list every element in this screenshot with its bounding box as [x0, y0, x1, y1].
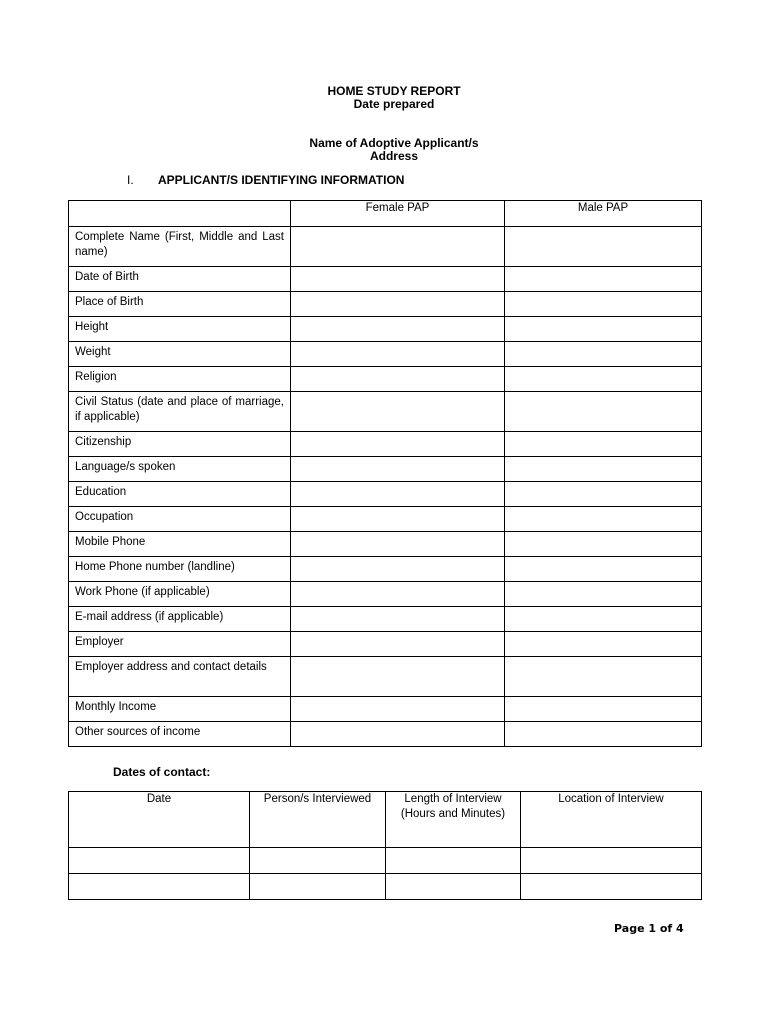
table-row [69, 432, 702, 457]
row-label [69, 582, 291, 607]
male-pap-field[interactable] [505, 367, 702, 392]
row-label [69, 392, 291, 432]
male-pap-field[interactable] [505, 342, 702, 367]
table-row [69, 227, 702, 267]
row-label-text: Monthly Income [75, 701, 157, 713]
applicant-name-label: Name of Adoptive Applicant/s [309, 136, 479, 150]
row-label-text: Employer [75, 636, 124, 648]
table-row [69, 607, 702, 632]
row-label-text: Citizenship [75, 436, 132, 448]
male-pap-field[interactable] [505, 457, 702, 482]
section-heading [127, 173, 404, 187]
female-pap-field[interactable] [291, 317, 505, 342]
interview-location-header: Location of Interview [521, 792, 702, 848]
row-label [69, 657, 291, 697]
interview-length-header: Length of Interview (Hours and Minutes) [386, 792, 521, 848]
male-pap-field[interactable] [505, 267, 702, 292]
interview-length-field[interactable] [386, 848, 521, 874]
table-row [69, 657, 702, 697]
table-row [69, 557, 702, 582]
table-row [69, 532, 702, 557]
female-pap-field[interactable] [291, 457, 505, 482]
row-label [69, 367, 291, 392]
female-pap-field[interactable] [291, 432, 505, 457]
dates-of-contact-table [68, 791, 702, 900]
row-label [69, 532, 291, 557]
male-pap-field[interactable] [505, 507, 702, 532]
male-pap-field[interactable] [505, 532, 702, 557]
row-label [69, 507, 291, 532]
male-pap-field[interactable] [505, 632, 702, 657]
row-label [69, 607, 291, 632]
row-label-text: Complete Name (First, Middle and Last name) [75, 231, 284, 258]
female-pap-field[interactable] [291, 657, 505, 697]
blank-header-cell [69, 201, 291, 227]
date-field[interactable] [69, 874, 250, 900]
table-row [69, 582, 702, 607]
female-pap-field[interactable] [291, 227, 505, 267]
female-pap-field[interactable] [291, 582, 505, 607]
male-pap-field[interactable] [505, 657, 702, 697]
row-label-text: Civil Status (date and place of marriage, if applicable) [75, 396, 284, 423]
female-pap-field[interactable] [291, 342, 505, 367]
row-label-text: Home Phone number (landline) [75, 561, 235, 573]
female-pap-field[interactable] [291, 267, 505, 292]
row-label [69, 632, 291, 657]
female-pap-field[interactable] [291, 292, 505, 317]
row-label [69, 432, 291, 457]
row-label [69, 267, 291, 292]
row-label [69, 697, 291, 722]
table-row [69, 457, 702, 482]
persons-interviewed-field[interactable] [250, 874, 386, 900]
table-row [69, 722, 702, 747]
table-row [69, 482, 702, 507]
row-label-text: Religion [75, 371, 117, 383]
section-title: APPLICANT/S IDENTIFYING INFORMATION [158, 173, 405, 187]
male-pap-field[interactable] [505, 392, 702, 432]
female-pap-field[interactable] [291, 722, 505, 747]
table-row [69, 874, 702, 900]
row-label [69, 317, 291, 342]
male-pap-field[interactable] [505, 432, 702, 457]
row-label-text: Employer address and contact details [75, 661, 267, 673]
report-title: HOME STUDY REPORT [327, 84, 461, 98]
male-pap-header: Male PAP [505, 201, 702, 227]
interview-location-field[interactable] [521, 848, 702, 874]
row-label-text: Height [75, 321, 109, 333]
row-label-text: Place of Birth [75, 296, 144, 308]
row-label [69, 292, 291, 317]
table-row [69, 392, 702, 432]
female-pap-field[interactable] [291, 607, 505, 632]
row-label-text: Mobile Phone [75, 536, 146, 548]
page-number: Page 1 of 4 [614, 922, 684, 935]
male-pap-field[interactable] [505, 227, 702, 267]
table-row [69, 267, 702, 292]
male-pap-field[interactable] [505, 722, 702, 747]
table-row [69, 292, 702, 317]
date-header: Date [69, 792, 250, 848]
identifying-info-table [68, 200, 702, 747]
table-row [69, 632, 702, 657]
table-row [69, 507, 702, 532]
male-pap-field[interactable] [505, 482, 702, 507]
female-pap-field[interactable] [291, 482, 505, 507]
female-pap-field[interactable] [291, 697, 505, 722]
table-row [69, 317, 702, 342]
table-header-row [69, 792, 702, 848]
date-prepared-label: Date prepared [353, 97, 435, 111]
table-header-row [69, 201, 702, 227]
female-pap-field[interactable] [291, 392, 505, 432]
row-label-text: Weight [75, 346, 111, 358]
female-pap-header: Female PAP [291, 201, 505, 227]
address-label: Address [369, 149, 419, 163]
table-row [69, 697, 702, 722]
female-pap-field[interactable] [291, 632, 505, 657]
male-pap-field[interactable] [505, 557, 702, 582]
male-pap-field[interactable] [505, 292, 702, 317]
row-label [69, 227, 291, 267]
interview-length-field[interactable] [386, 874, 521, 900]
row-label-text: Education [75, 486, 127, 498]
table-row [69, 367, 702, 392]
row-label-text: Other sources of income [75, 726, 201, 738]
dates-of-contact-heading: Dates of contact: [113, 765, 211, 779]
female-pap-field[interactable] [291, 532, 505, 557]
male-pap-field[interactable] [505, 697, 702, 722]
table-row [69, 848, 702, 874]
row-label [69, 557, 291, 582]
female-pap-field[interactable] [291, 557, 505, 582]
row-label-text: Occupation [75, 511, 134, 523]
row-label [69, 482, 291, 507]
male-pap-field[interactable] [505, 607, 702, 632]
row-label [69, 722, 291, 747]
female-pap-field[interactable] [291, 507, 505, 532]
row-label [69, 342, 291, 367]
row-label-text: Work Phone (if applicable) [75, 586, 210, 598]
male-pap-field[interactable] [505, 582, 702, 607]
interview-location-field[interactable] [521, 874, 702, 900]
row-label-text: E-mail address (if applicable) [75, 611, 224, 623]
section-number: I. [127, 173, 134, 187]
female-pap-field[interactable] [291, 367, 505, 392]
row-label [69, 457, 291, 482]
persons-interviewed-field[interactable] [250, 848, 386, 874]
date-field[interactable] [69, 848, 250, 874]
persons-interviewed-header: Person/s Interviewed [250, 792, 386, 848]
row-label-text: Date of Birth [75, 271, 139, 283]
male-pap-field[interactable] [505, 317, 702, 342]
table-row [69, 342, 702, 367]
row-label-text: Language/s spoken [75, 461, 176, 473]
